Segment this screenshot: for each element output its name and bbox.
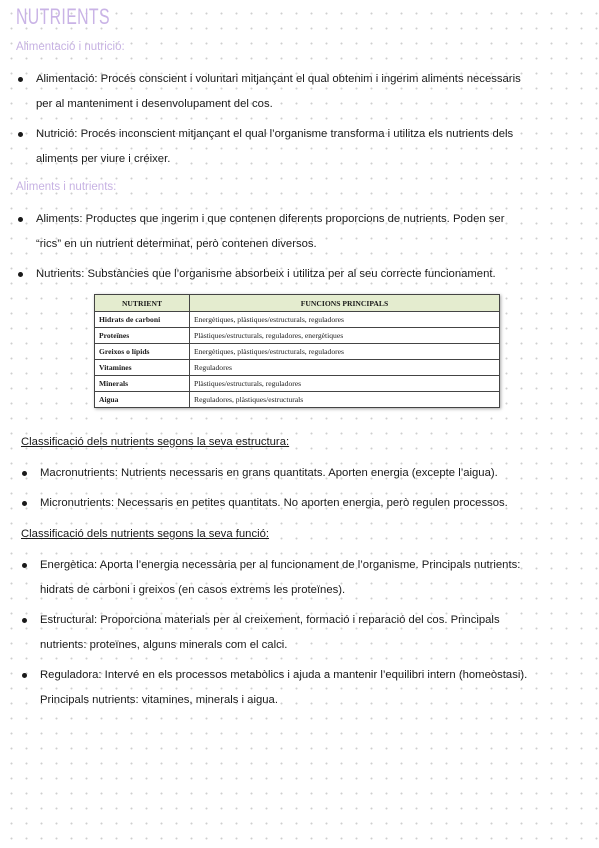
bullet-icon	[22, 618, 27, 623]
table-row	[95, 344, 500, 360]
bullet-list-estructura	[20, 461, 586, 516]
list-item	[16, 67, 586, 117]
table-row	[95, 312, 500, 328]
cell-nutrient: Aigua	[95, 392, 190, 408]
section-heading-funcio: Classificació dels nutrients segons la seva funció:	[21, 528, 270, 540]
list-item	[20, 553, 590, 603]
section-heading-aliments: Aliments i nutrients:	[16, 181, 117, 193]
item-text-line2: aliments per viure i créixer.	[36, 153, 171, 165]
cell-nutrient: Hidrats de carboni	[95, 312, 190, 328]
bullet-icon	[18, 272, 23, 277]
column-header-nutrient: NUTRIENT	[95, 295, 190, 312]
item-text-line1: Nutrients: Substàncies que l’organisme absorbeix i utilitza per al seu correcte funcionament.	[36, 268, 496, 280]
list-item	[16, 262, 586, 287]
column-header-funcions: FUNCIONS PRINCIPALS	[190, 295, 500, 312]
nutrients-table	[94, 294, 500, 408]
item-text-line2: hidrats de carboni i greixos (en casos extrems les proteïnes).	[40, 584, 346, 596]
section-heading-alimentacio: Alimentació i nutrició:	[16, 41, 125, 53]
item-text-line1: Nutrició: Procés inconscient mitjançant el qual l’organisme transforma i utilitza els nutrients dels	[36, 128, 514, 140]
bullet-icon	[18, 132, 23, 137]
cell-nutrient: Greixos o lípids	[95, 344, 190, 360]
bullet-icon	[22, 501, 27, 506]
bullet-list-funcio	[20, 553, 590, 713]
cell-nutrient: Proteïnes	[95, 328, 190, 344]
bullet-list-alimentacio	[16, 67, 586, 172]
item-text-line2: Principals nutrients: vitamines, minerals i aigua.	[40, 694, 278, 706]
cell-nutrient: Minerals	[95, 376, 190, 392]
bullet-icon	[18, 217, 23, 222]
table-row	[95, 376, 500, 392]
cell-funcions: Plàstiques/estructurals, reguladores, energètiques	[190, 328, 500, 344]
cell-nutrient: Vitamines	[95, 360, 190, 376]
bullet-icon	[22, 563, 27, 568]
item-text-line1: Aliments: Productes que ingerim i que contenen diferents proporcions de nutrients. Poden ser	[36, 213, 505, 225]
list-item	[20, 491, 586, 516]
list-item	[20, 608, 590, 658]
list-item	[16, 207, 586, 257]
item-text-line1: Alimentació: Procés conscient i voluntari mitjançant el qual obtenim i ingerim aliments necessaris	[36, 73, 521, 85]
cell-funcions: Reguladores, plàstiques/estructurals	[190, 392, 500, 408]
cell-funcions: Plàstiques/estructurals, reguladores	[190, 376, 500, 392]
item-text-line2: “rics” en un nutrient determinat, però contenen diversos.	[36, 238, 317, 250]
list-item	[20, 461, 586, 486]
list-item	[16, 122, 586, 172]
item-text-line1: Estructural: Proporciona materials per al creixement, formació i reparació del cos. Principals	[40, 614, 500, 626]
cell-funcions: Reguladores	[190, 360, 500, 376]
table-row	[95, 328, 500, 344]
item-text-line1: Reguladora: Intervé en els processos metabòlics i ajuda a mantenir l’equilibri intern (homeòstasi).	[40, 669, 528, 681]
list-item	[20, 663, 590, 713]
cell-funcions: Energètiques, plàstiques/estructurals, reguladores	[190, 344, 500, 360]
item-text-line1: Macronutrients: Nutrients necessaris en grans quantitats. Aporten energia (excepte l’aigua).	[40, 467, 498, 479]
table-row	[95, 392, 500, 408]
cell-funcions: Energètiques, plàstiques/estructurals, reguladores	[190, 312, 500, 328]
bullet-icon	[22, 471, 27, 476]
section-heading-estructura: Classificació dels nutrients segons la seva estructura:	[21, 436, 290, 448]
item-text-line2: per al manteniment i desenvolupament del cos.	[36, 98, 273, 110]
bullet-icon	[18, 77, 23, 82]
item-text-line1: Energètica: Aporta l’energia necessària per al funcionament de l’organisme. Principals nutrients:	[40, 559, 521, 571]
item-text-line1: Micronutrients: Necessaris en petites quantitats. No aporten energia, però regulen processos.	[40, 497, 508, 509]
table-header-row	[95, 295, 500, 312]
item-text-line2: nutrients: proteïnes, alguns minerals com el calci.	[40, 639, 288, 651]
bullet-icon	[22, 673, 27, 678]
table-row	[95, 360, 500, 376]
bullet-list-aliments	[16, 207, 586, 287]
page-title: NUTRIENTS	[16, 4, 110, 29]
